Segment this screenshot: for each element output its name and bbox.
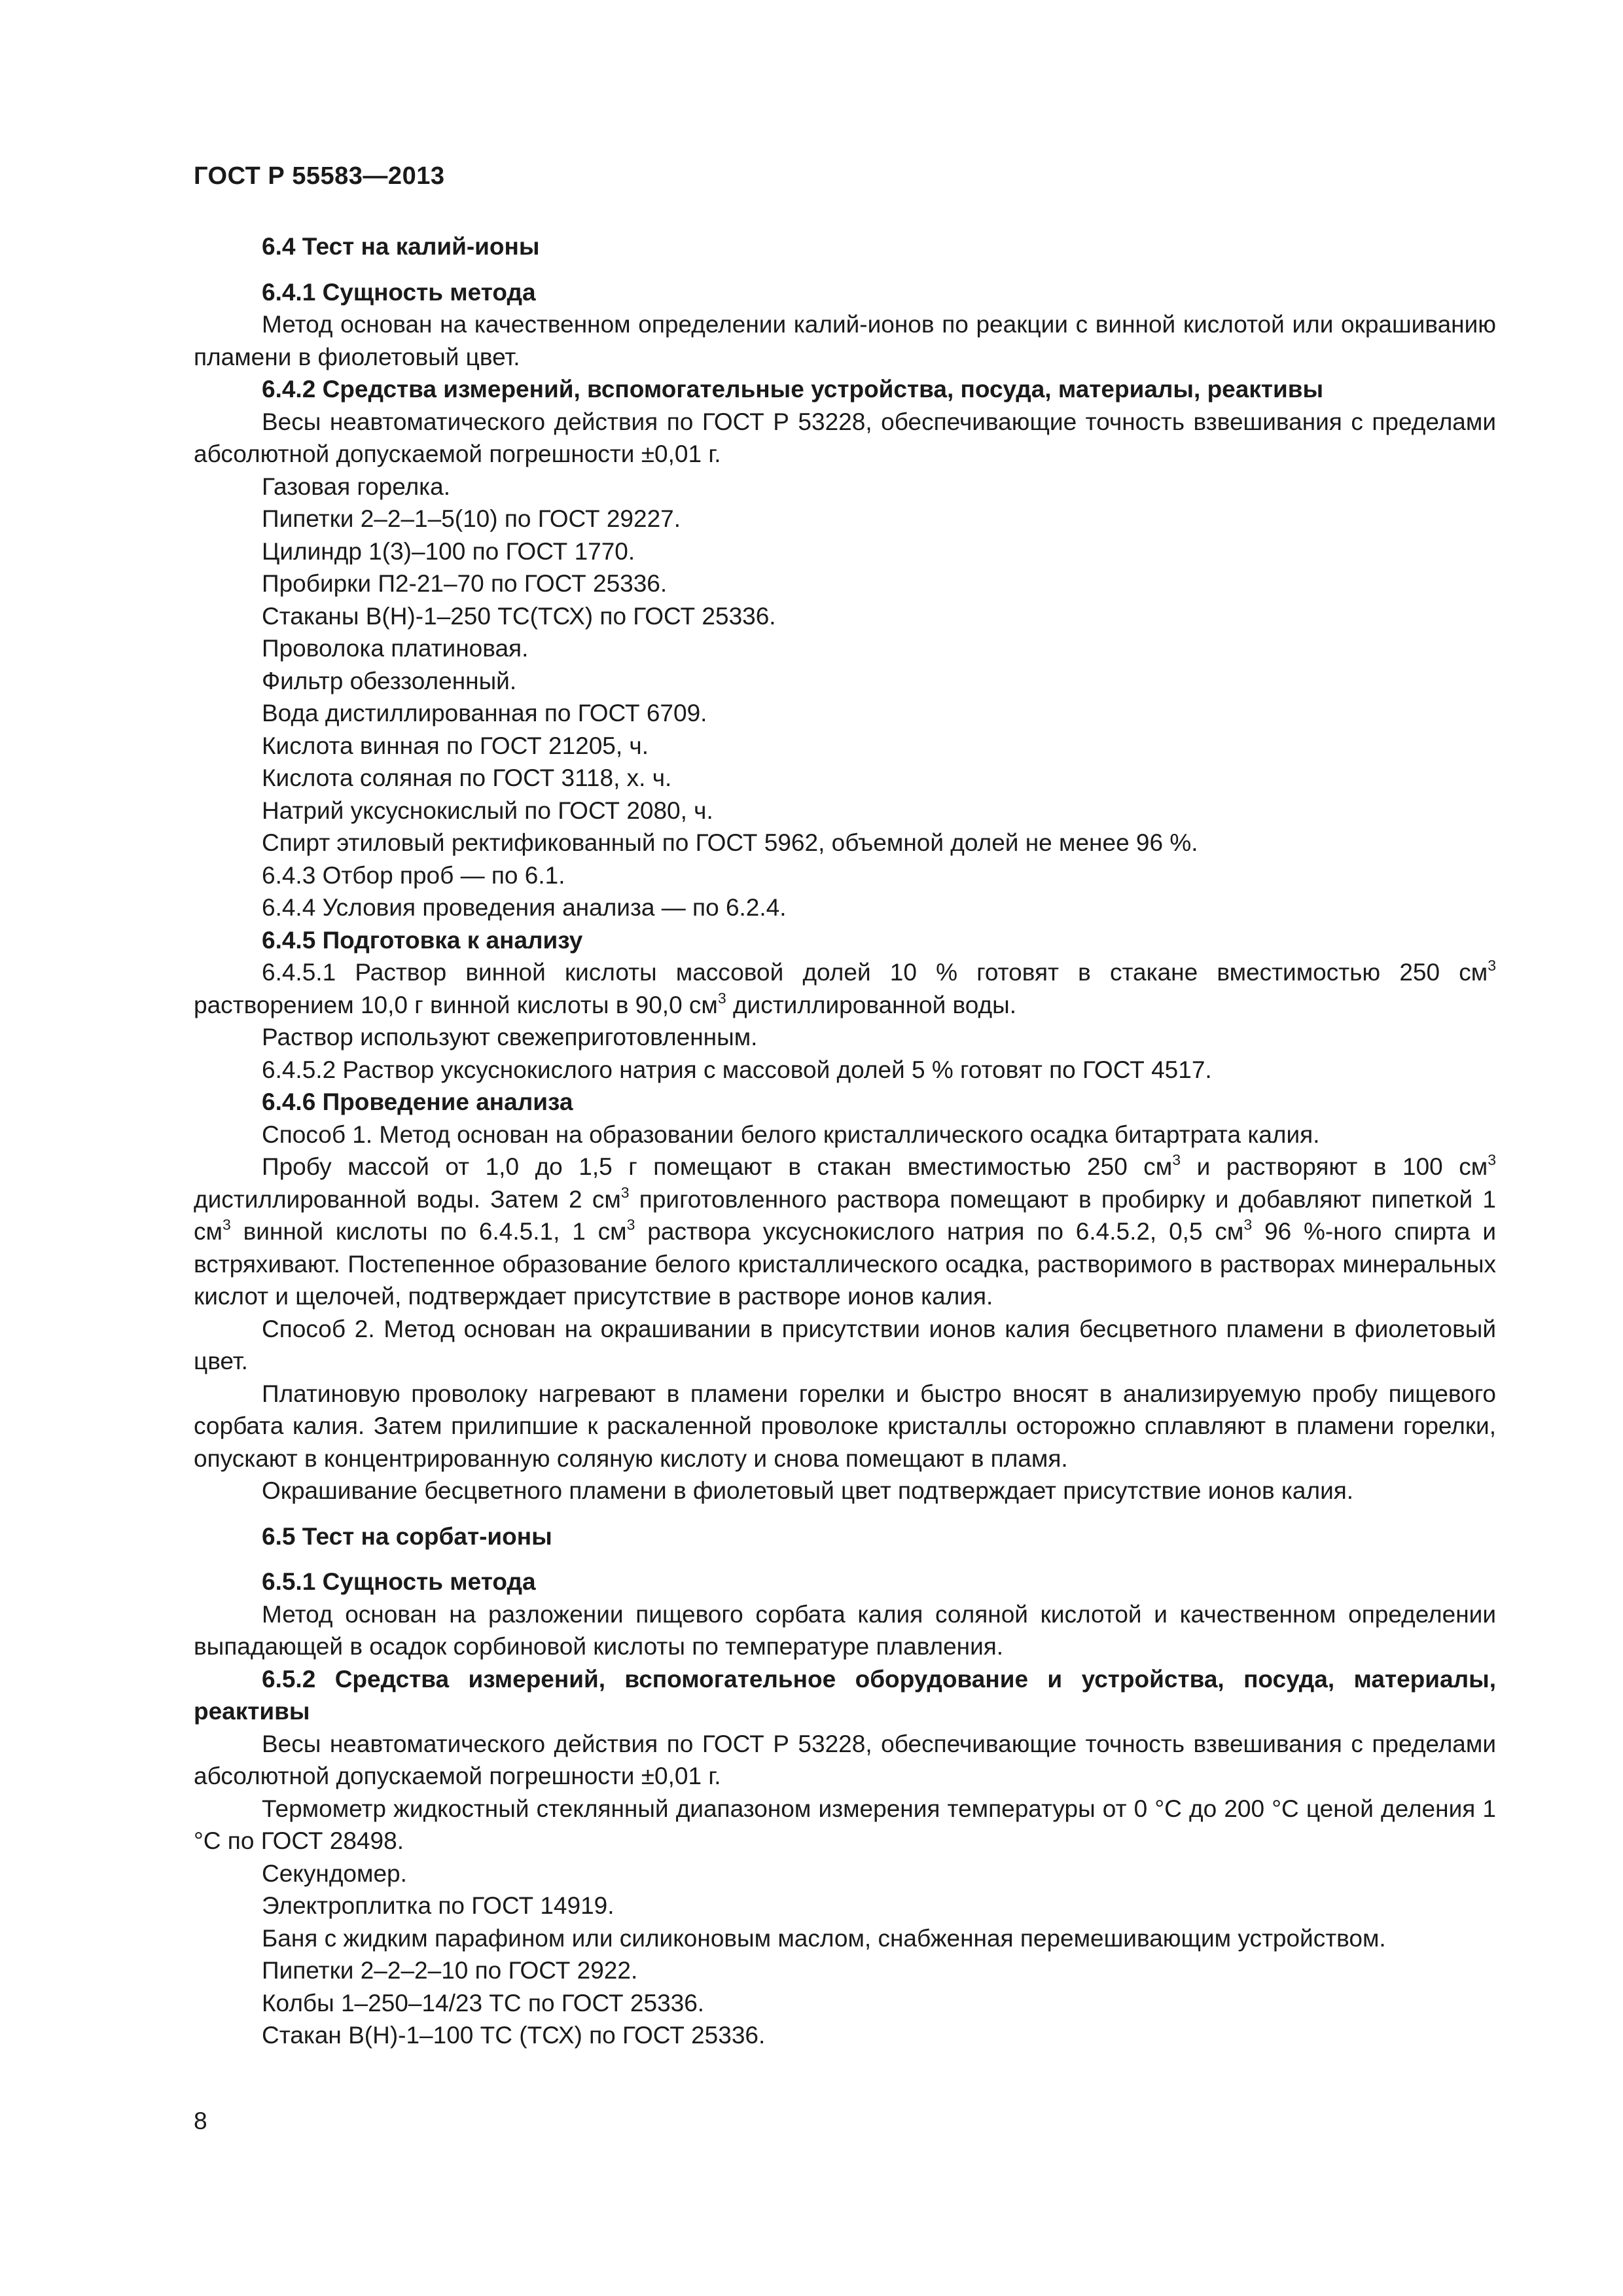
section-6-4-5-1: 6.4.5.1 Раствор винной кислоты массовой долей 10 % готовят в стакане вместимостью 250 $см^3$ растворением 10,0 г винной кислоты в 90,0 $см^3$ дистиллированной воды. <box>194 957 1496 1018</box>
equipment-item: Кислота винная по ГОСТ 21205, ч. <box>262 732 649 759</box>
method-2-result: Окрашивание бесцветного пламени в фиолетовый цвет подтверждает присутствие ионов калия. <box>262 1477 1354 1504</box>
document-body <box>194 230 1496 2052</box>
document-header: ГОСТ Р 55583—2013 <box>194 162 445 190</box>
method-2: Способ 2. Метод основан на окрашивании в присутствии ионов калия бесцветного пламени в фиолетовый цвет. <box>194 1315 1496 1374</box>
section-6-4-4: 6.4.4 Условия проведения анализа — по 6.2.4. <box>262 894 787 921</box>
equipment-item: Вода дистиллированная по ГОСТ 6709. <box>262 700 707 726</box>
equipment-item-2: Секундомер. <box>262 1859 407 1887</box>
fresh-solution-note: Раствор используют свежеприготовленным. <box>262 1024 758 1050</box>
scales-paragraph-2: Весы неавтоматического действия по ГОСТ Р 53228, обеспечивающие точность взвешивания с пределами абсолютной допускаемой погрешности ±0,01 г. <box>194 1730 1496 1789</box>
equipment-item: Стаканы В(Н)-1–250 ТС(ТСХ) по ГОСТ 25336. <box>262 602 776 630</box>
equipment-item: Кислота соляная по ГОСТ 3118, х. ч. <box>262 764 672 791</box>
section-6-4-heading: 6.4 Тест на калий-ионы <box>262 233 540 260</box>
equipment-item: Пробирки П2-21–70 по ГОСТ 25336. <box>262 570 668 597</box>
equipment-item: Натрий уксуснокислый по ГОСТ 2080, ч. <box>262 797 713 824</box>
equipment-item-2: Пипетки 2–2–2–10 по ГОСТ 2922. <box>262 1957 638 1984</box>
section-6-5-1-text: Метод основан на разложении пищевого сорбата калия соляной кислотой и качественном определении выпадающей в осадок сорбиновой кислоты по температуре плавления. <box>194 1600 1496 1660</box>
method-1-procedure: Пробу массой от 1,0 до 1,5 г помещают в стакан вместимостью 250 $см^3$ и растворяют в 100 $см^3$ дистиллированной воды. Затем 2 $см^3$ приготовленного раствора помещают в пробирку и добавляют пипеткой 1 $см^3$ винной кислоты по 6.4.5.1, 1 $см^3$ раствора уксуснокислого натрия по 6.4.5.2, 0,5 $см^3$ 96 %-ного спирта и встряхивают. Постепенное образование белого кристаллического осадка, растворимого в растворах минеральных кислот и щелочей, подтверждает присутствие в растворе ионов калия. <box>194 1151 1496 1310</box>
section-6-4-1-heading: 6.4.1 Сущность метода <box>262 278 536 306</box>
equipment-item: Проволока платиновая. <box>262 635 529 662</box>
section-6-5-heading: 6.5 Тест на сорбат-ионы <box>262 1522 552 1550</box>
method-1: Способ 1. Метод основан на образовании белого кристаллического осадка битартрата калия. <box>262 1121 1320 1148</box>
section-6-5-1-heading: 6.5.1 Сущность метода <box>262 1568 536 1595</box>
equipment-item-2: Стакан В(Н)-1–100 ТС (ТСХ) по ГОСТ 25336. <box>262 2022 766 2049</box>
thermometer-paragraph: Термометр жидкостный стеклянный диапазоном измерения температуры от 0 °С до 200 °С ценой деления 1 °С по ГОСТ 28498. <box>194 1795 1496 1854</box>
equipment-item-2: Баня с жидким парафином или силиконовым маслом, снабженная перемешивающим устройством. <box>262 1924 1386 1952</box>
equipment-item: Фильтр обеззоленный. <box>262 667 517 694</box>
equipment-item-2: Колбы 1–250–14/23 ТС по ГОСТ 25336. <box>262 1989 705 2017</box>
scales-paragraph: Весы неавтоматического действия по ГОСТ Р 53228, обеспечивающие точность взвешивания с пределами абсолютной допускаемой погрешности ±0,01 г. <box>194 408 1496 467</box>
page-number: 8 <box>194 2108 207 2134</box>
equipment-item: Спирт этиловый ректификованный по ГОСТ 5962, объемной долей не менее 96 %. <box>262 829 1198 856</box>
section-6-5-2-heading: 6.5.2 Средства измерений, вспомогательное оборудование и устройства, посуда, материалы, реактивы <box>194 1665 1496 1725</box>
equipment-item-2: Электроплитка по ГОСТ 14919. <box>262 1892 615 1919</box>
method-2-procedure: Платиновую проволоку нагревают в пламени горелки и быстро вносят в анализируемую пробу пищевого сорбата калия. Затем прилипшие к раскаленной проволоке кристаллы осторожно сплавляют в пламени горелки, опускают в концентрированную соляную кислоту и снова помещают в пламя. <box>194 1380 1496 1472</box>
section-6-4-5-heading: 6.4.5 Подготовка к анализу <box>262 926 583 954</box>
equipment-item: Пипетки 2–2–1–5(10) по ГОСТ 29227. <box>262 505 681 532</box>
equipment-item: Газовая горелка. <box>262 473 451 500</box>
section-6-4-2-heading: 6.4.2 Средства измерений, вспомогательные устройства, посуда, материалы, реактивы <box>262 376 1324 403</box>
section-6-4-5-2: 6.4.5.2 Раствор уксуснокислого натрия с массовой долей 5 % готовят по ГОСТ 4517. <box>262 1056 1212 1083</box>
section-6-4-3: 6.4.3 Отбор проб — по 6.1. <box>262 861 565 889</box>
section-6-4-6-heading: 6.4.6 Проведение анализа <box>262 1088 573 1115</box>
equipment-item: Цилиндр 1(3)–100 по ГОСТ 1770. <box>262 537 635 565</box>
section-6-4-1-text: Метод основан на качественном определении калий-ионов по реакции с винной кислотой или окрашиванию пламени в фиолетовый цвет. <box>194 311 1496 370</box>
